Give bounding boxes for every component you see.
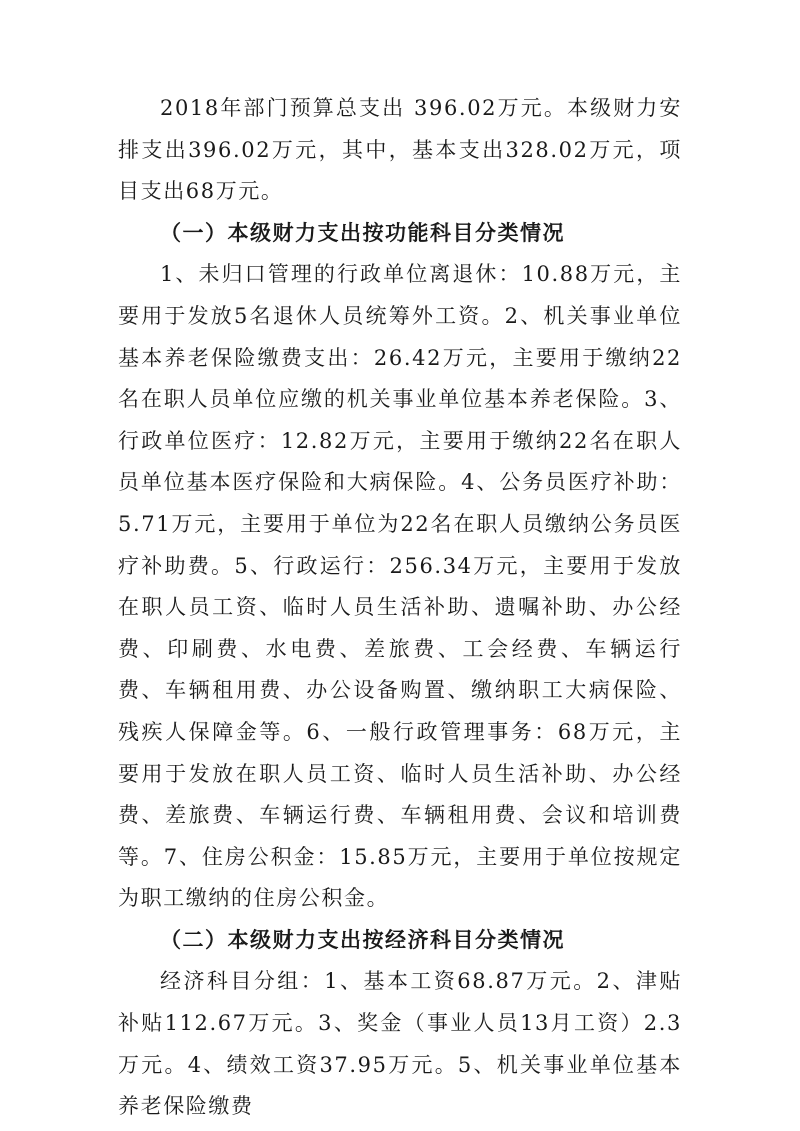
document-body bbox=[0, 88, 800, 1128]
section-heading-functional: （一）本级财力支出按功能科目分类情况 bbox=[160, 220, 565, 245]
paragraph-economic-detail: 经济科目分组：1、基本工资68.87万元。2、津贴补贴112.67万元。3、奖金（事业人员13月工资）2.3万元。4、绩效工资37.95万元。5、机关事业单位基本养老保险缴费 bbox=[118, 969, 682, 1119]
section-heading-economic: （二）本级财力支出按经济科目分类情况 bbox=[160, 927, 565, 952]
paragraph-budget-summary: 2018年部门预算总支出 396.02万元。本级财力安排支出396.02万元，其中，基本支出328.02万元，项目支出68万元。 bbox=[118, 96, 682, 204]
paragraph-functional-detail: 1、未归口管理的行政单位离退休：10.88万元，主要用于发放5名退休人员统筹外工资。2、机关事业单位基本养老保险缴费支出：26.42万元，主要用于缴纳22名在职人员单位应缴的机关事业单位基本养老保险。3、行政单位医疗：12.82万元，主要用于缴纳22名在职人员单位基本医疗保险和大病保险。4、公务员医疗补助：5.71万元，主要用于单位为22名在职人员缴纳公务员医疗补助费。5、行政运行：256.34万元，主要用于发放在职人员工资、临时人员生活补助、遗嘱补助、办公经费、印刷费、水电费、差旅费、工会经费、车辆运行费、车辆租用费、办公设备购置、缴纳职工大病保险、残疾人保障金等。6、一般行政管理事务：68万元，主要用于发放在职人员工资、临时人员生活补助、办公经费、差旅费、车辆运行费、车辆租用费、会议和培训费等。7、住房公积金：15.85万元，主要用于单位按规定为职工缴纳的住房公积金。 bbox=[118, 262, 682, 911]
